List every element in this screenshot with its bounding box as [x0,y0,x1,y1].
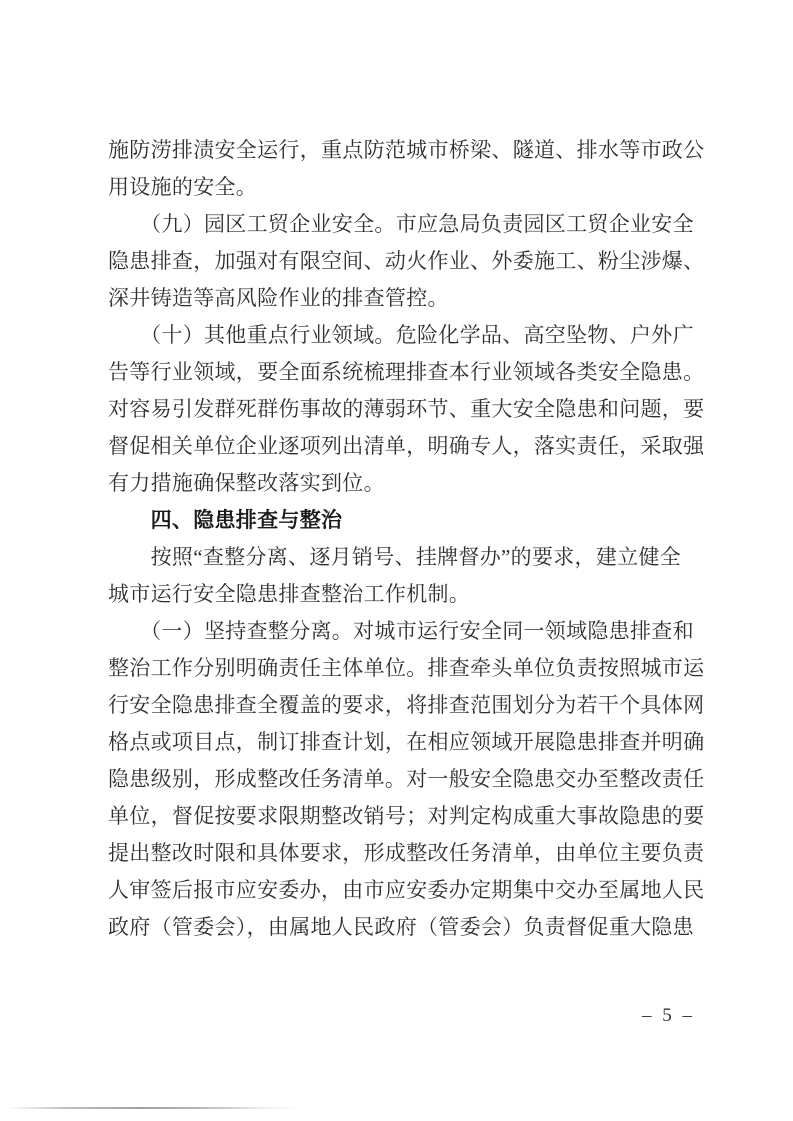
text-line: 隐患级别，形成整改任务清单。对一般安全隐患交办至整改责任 [108,767,705,791]
text-line: （九）园区工贸企业安全。市应急局负责园区工贸企业安全 [108,212,694,236]
text-line: 提出整改时限和具体要求，形成整改任务清单，由单位主要负责 [108,841,705,865]
text-line: 施防涝排渍安全运行，重点防范城市桥梁、隧道、排水等市政公 [108,138,705,162]
text-line: 督促相关单位企业逐项列出清单，明确专人，落实责任，采取强 [108,434,705,458]
text-line: 行安全隐患排查全覆盖的要求，将排查范围划分为若干个具体网 [108,693,705,717]
page-number: – 5 – [642,1005,695,1026]
text-line: 整治工作分别明确责任主体单位。排查牵头单位负责按照城市运 [108,656,705,680]
text-line: 政府（管委会），由属地人民政府（管委会）负责督促重大隐患 [108,915,694,939]
text-line: 按照“查整分离、逐月销号、挂牌督办”的要求，建立健全 [108,545,682,569]
text-line: 告等行业领域，要全面系统梳理排查本行业领域各类安全隐患。 [108,360,705,384]
text-line: 对容易引发群死群伤事故的薄弱环节、重大安全隐患和问题，要 [108,397,705,421]
text-line: 格点或项目点，制订排查计划，在相应领域开展隐患排查并明确 [108,730,705,754]
section-heading: 四、隐患排查与整治 [108,509,343,532]
document-body [108,132,708,946]
text-line: 单位，督促按要求限期整改销号；对判定构成重大事故隐患的要 [108,804,705,828]
text-line: 城市运行安全隐患排查整治工作机制。 [108,582,471,606]
text-line: 人审签后报市应安委办，由市应安委办定期集中交办至属地人民 [108,878,705,902]
text-line: 深井铸造等高风险作业的排查管控。 [108,286,449,310]
text-line: 用设施的安全。 [108,175,258,199]
text-line: （十）其他重点行业领域。危险化学品、高空坠物、户外广 [108,323,694,347]
text-line: （一）坚持查整分离。对城市运行安全同一领域隐患排查和 [108,619,694,643]
scan-artifact-line [8,1107,300,1109]
text-line: 有力措施确保整改落实到位。 [108,471,385,495]
text-line: 隐患排查，加强对有限空间、动火作业、外委施工、粉尘涉爆、 [108,249,705,273]
